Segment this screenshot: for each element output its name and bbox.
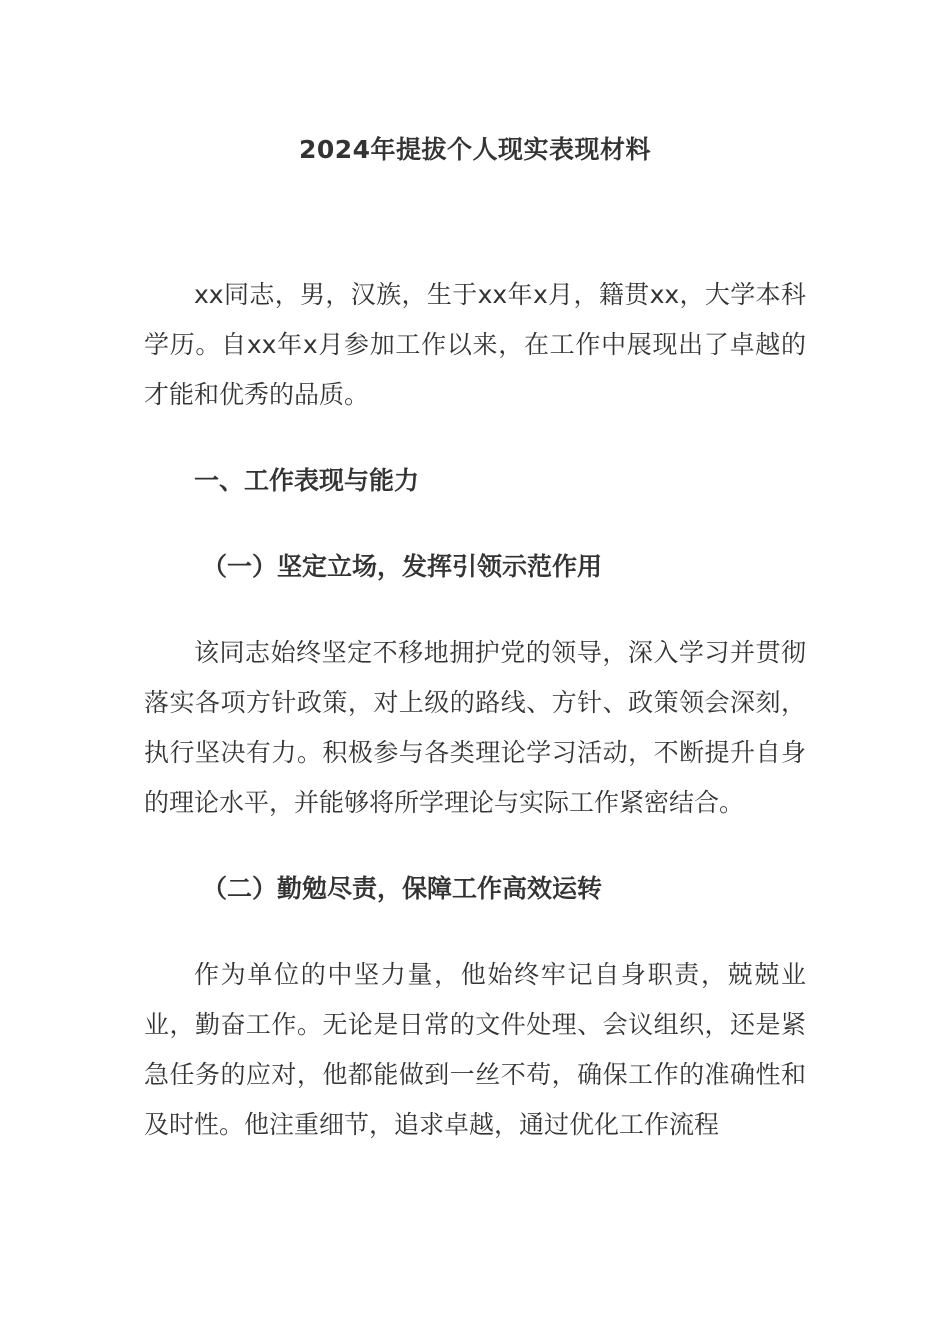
subsection-2-paragraph: 作为单位的中坚力量，他始终牢记自身职责，兢兢业业，勤奋工作。无论是日常的文件处理、会议组织，还是紧急任务的应对，他都能做到一丝不苟，确保工作的准确性和及时性。他注重细节，追求卓越，通过优化工作流程 [144, 960, 806, 1139]
spacer [144, 592, 806, 628]
spacer [144, 914, 806, 950]
spacer [144, 828, 806, 864]
title-spacer [144, 172, 806, 270]
section-heading-1: 一、工作表现与能力 [194, 466, 420, 495]
spacer [144, 420, 806, 456]
subsection-1-paragraph: 该同志始终坚定不移地拥护党的领导，深入学习并贯彻落实各项方针政策，对上级的路线、方针、政策领会深刻，执行坚决有力。积极参与各类理论学习活动，不断提升自身的理论水平，并能够将所学理论与实际工作紧密结合。 [144, 638, 806, 817]
spacer [144, 506, 806, 542]
document-content [144, 128, 806, 1150]
subsection-heading-1: （一）坚定立场，发挥引领示范作用 [202, 552, 603, 581]
intro-paragraph: xx同志，男，汉族，生于xx年x月，籍贯xx，大学本科学历。自xx年x月参加工作以来，在工作中展现出了卓越的才能和优秀的品质。 [144, 280, 806, 409]
document-title: 2024年提拔个人现实表现材料 [298, 135, 652, 164]
subsection-heading-2: （二）勤勉尽责，保障工作高效运转 [202, 874, 603, 903]
